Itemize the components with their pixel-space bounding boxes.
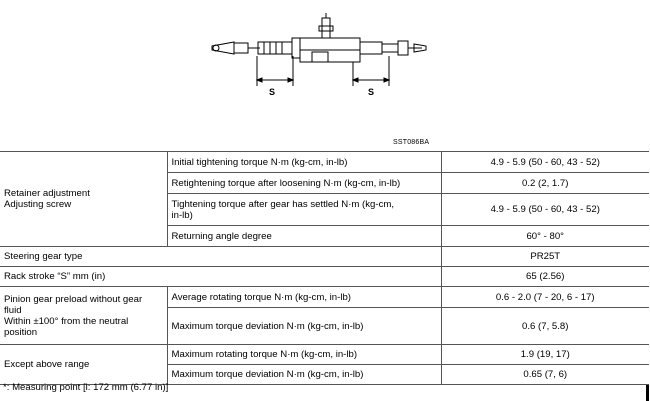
gear-type-label: Steering gear type — [0, 247, 441, 267]
table-row — [0, 345, 649, 365]
value-cell: 0.6 (7, 5.8) — [441, 308, 649, 345]
specification-table — [0, 151, 649, 385]
value-cell: 0.2 (2, 1.7) — [441, 173, 649, 194]
pinion-label — [0, 287, 167, 345]
item-line1: Tightening torque after gear has settled N·m (kg-cm, — [171, 198, 395, 210]
item-cell: Maximum torque deviation N·m (kg-cm, in-lb) — [167, 365, 441, 385]
item-cell: Maximum torque deviation N·m (kg-cm, in-lb) — [167, 308, 441, 345]
item-cell: Average rotating torque N·m (kg-cm, in-lb) — [167, 287, 441, 308]
pinion-label-line2: fluid — [4, 304, 22, 316]
value-cell: 4.9 - 5.9 (50 - 60, 43 - 52) — [441, 194, 649, 226]
s-label-left: S — [269, 87, 276, 97]
rack-stroke-value: 65 (2.56) — [441, 267, 649, 287]
item-cell — [167, 194, 441, 226]
item-line2: in-lb) — [171, 209, 193, 221]
rack-stroke-label: Rack stroke “S” mm (in) — [0, 267, 441, 287]
retainer-label — [0, 152, 167, 247]
value-cell: 1.9 (19, 17) — [441, 345, 649, 365]
table-row — [0, 152, 649, 173]
retainer-label-line2: Adjusting screw — [4, 199, 72, 210]
item-cell: Maximum rotating torque N·m (kg-cm, in-lb) — [167, 345, 441, 365]
retainer-label-line1: Retainer adjustment — [4, 188, 90, 199]
value-cell: 0.65 (7, 6) — [441, 365, 649, 385]
except-label: Except above range — [0, 345, 167, 385]
pinion-label-line4: position — [4, 326, 38, 338]
item-cell: Retightening torque after loosening N·m (kg-cm, in-lb) — [167, 173, 441, 194]
gear-type-value: PR25T — [441, 247, 649, 267]
item-cell: Initial tightening torque N·m (kg-cm, in-lb) — [167, 152, 441, 173]
figure-code: SST086BA — [393, 139, 430, 146]
table-row — [0, 247, 649, 267]
steering-gear-diagram — [200, 8, 440, 108]
table-row — [0, 267, 649, 287]
pinion-label-line3: Within ±100° from the neutral — [4, 315, 129, 327]
page-edge-bar — [646, 385, 649, 401]
s-label-right: S — [368, 87, 375, 97]
pinion-label-line1: Pinion gear preload without gear — [4, 293, 143, 305]
table-row — [0, 287, 649, 308]
value-cell: 4.9 - 5.9 (50 - 60, 43 - 52) — [441, 152, 649, 173]
item-cell: Returning angle degree — [167, 226, 441, 247]
value-cell: 0.6 - 2.0 (7 - 20, 6 - 17) — [441, 287, 649, 308]
footnote: *: Measuring point [l: 172 mm (6.77 in)] — [3, 382, 169, 393]
value-cell: 60° - 80° — [441, 226, 649, 247]
